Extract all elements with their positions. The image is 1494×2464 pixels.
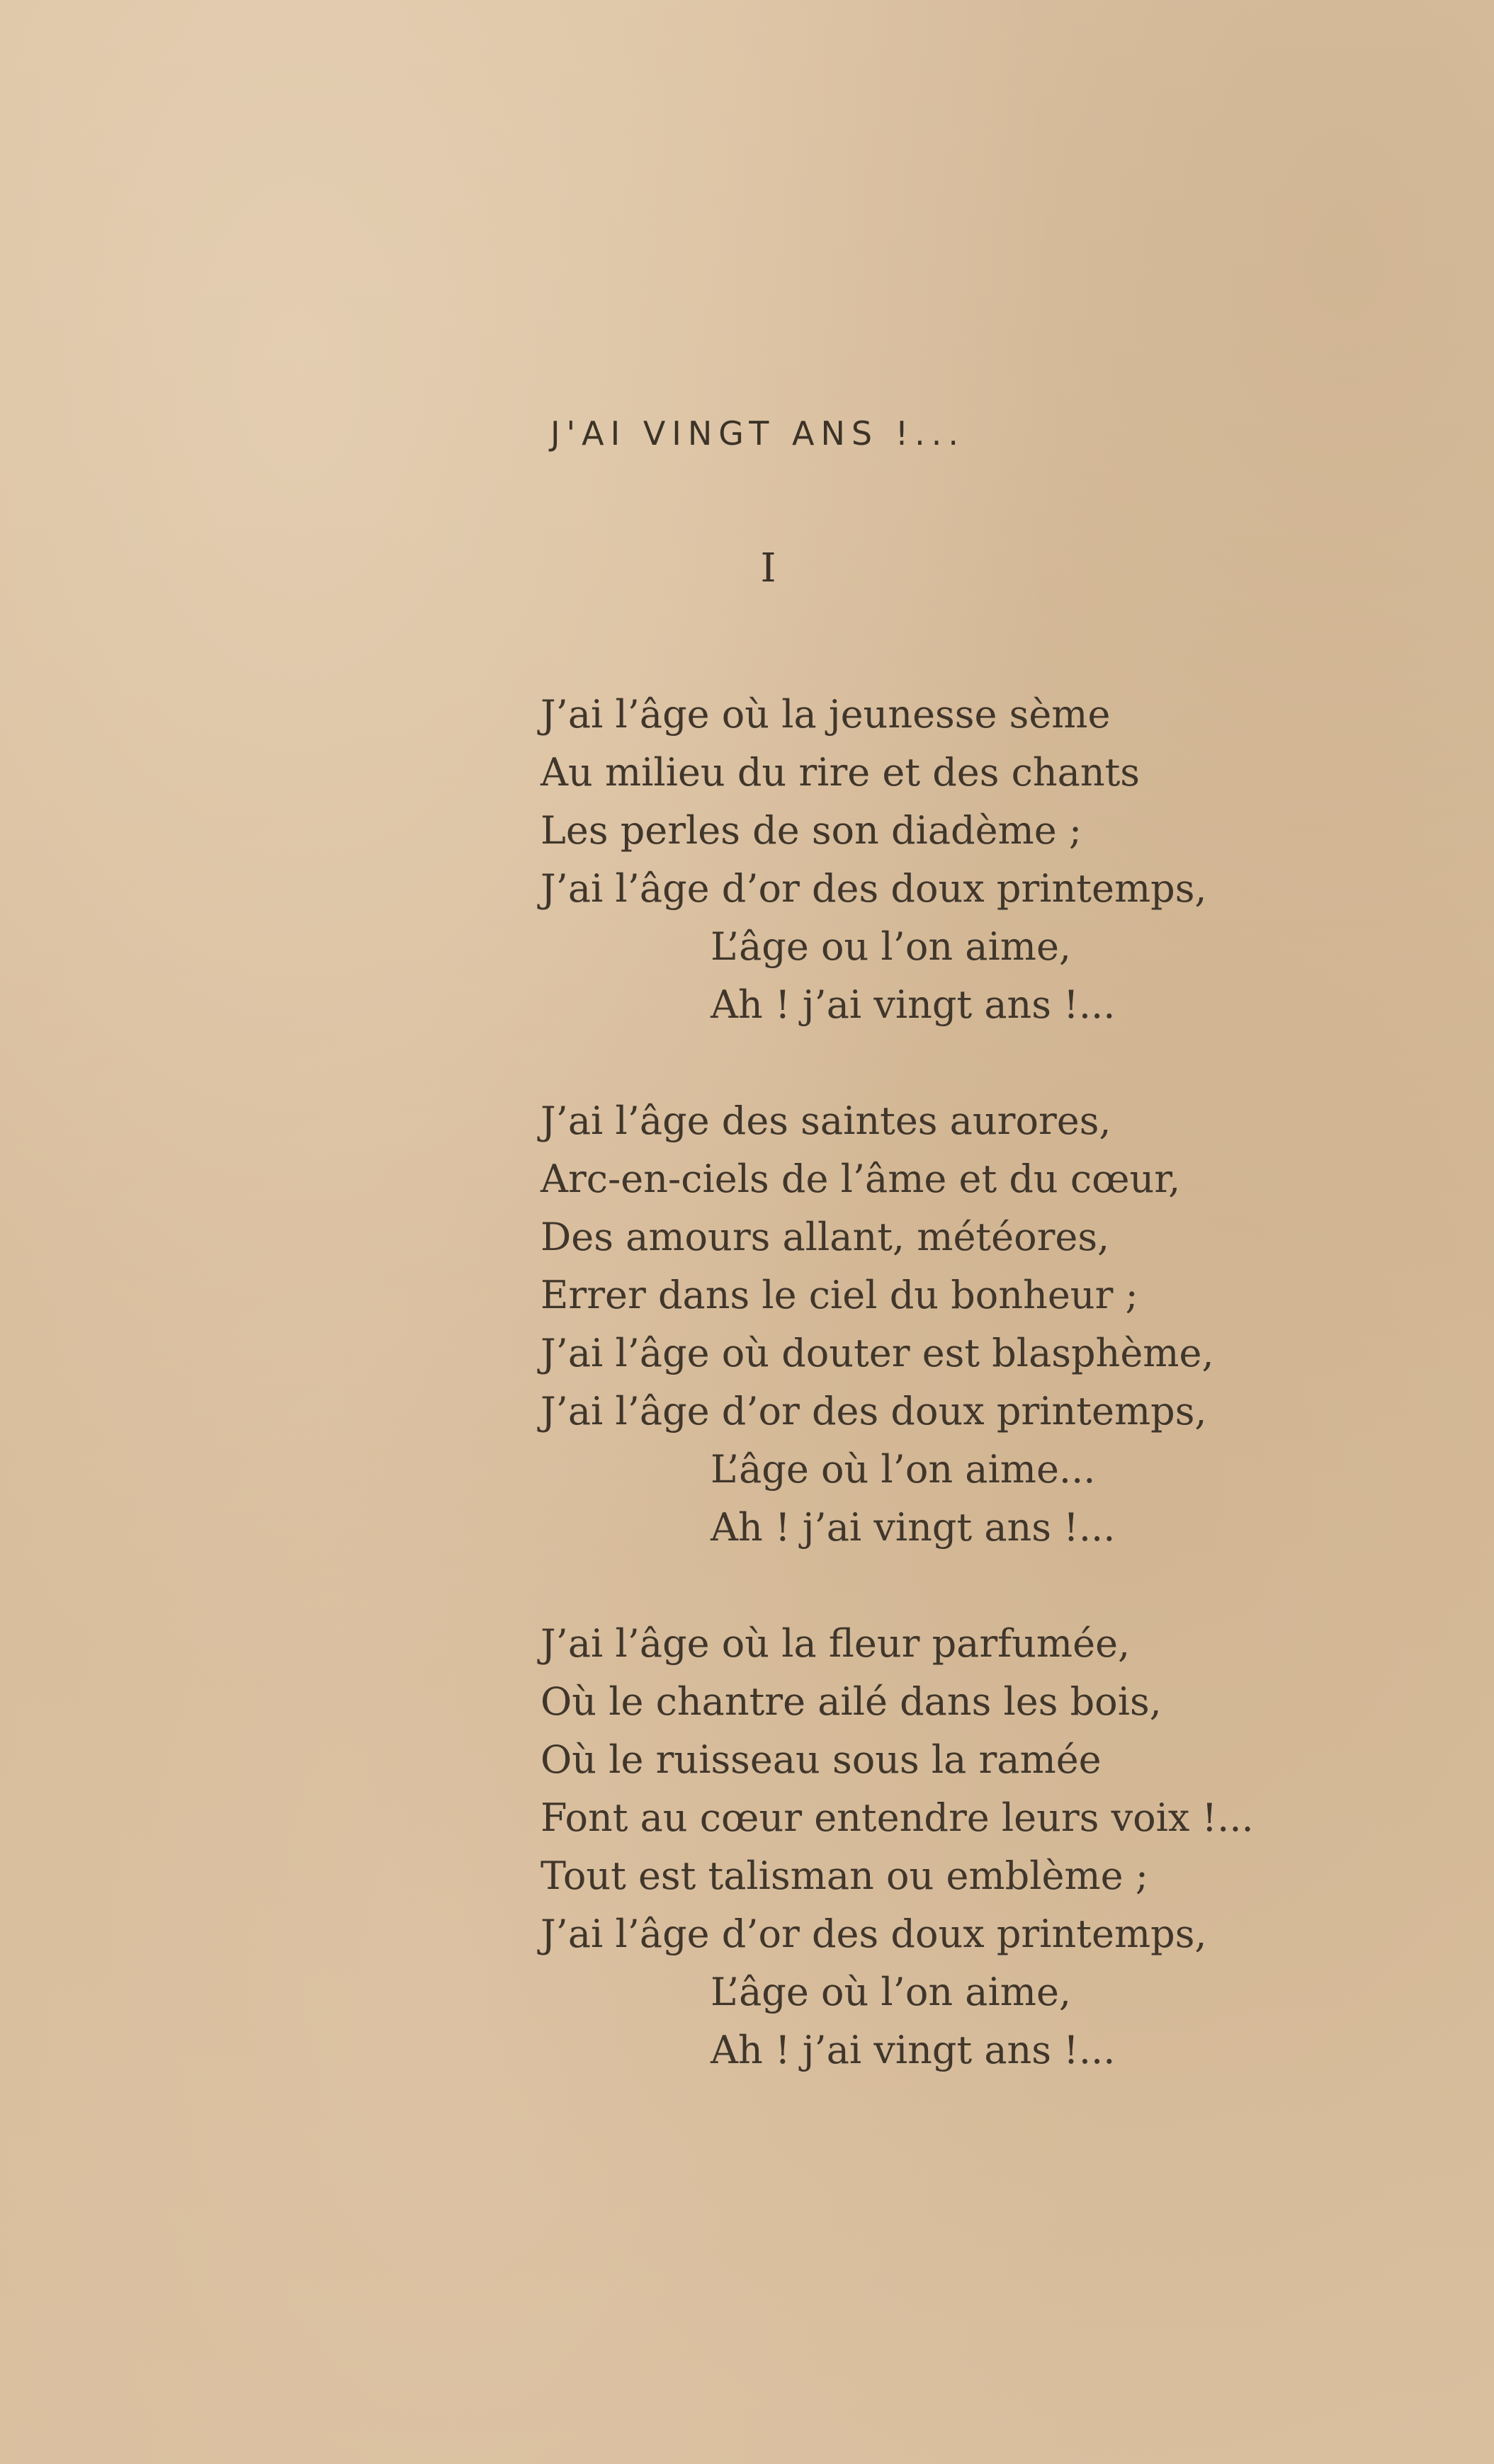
poem-body (541, 686, 1461, 2079)
poem-line: J’ai l’âge où la fleur parfumée, (541, 1621, 1131, 1666)
poem-line: L’âge où l’on aime, (711, 1970, 1072, 2014)
section-number: I (760, 545, 776, 591)
poem-line: Tout est talisman ou emblème ; (541, 1853, 1148, 1898)
poem-line: Des amours allant, météores, (541, 1215, 1110, 1259)
poem-line: J’ai l’âge d’or des doux printemps, (541, 866, 1207, 911)
poem-line: J’ai l’âge où douter est blasphème, (541, 1331, 1214, 1375)
poem-line: L’âge ou l’on aime, (711, 924, 1072, 969)
poem-title: J'AI VINGT ANS !... (550, 414, 966, 453)
poem-line: Font au cœur entendre leurs voix !... (541, 1795, 1254, 1840)
poem-line: J’ai l’âge d’or des doux printemps, (541, 1912, 1207, 1956)
poem-line: Ah ! j’ai vingt ans !... (711, 982, 1116, 1027)
stanza-1 (541, 686, 1461, 1034)
poem-line: J’ai l’âge d’or des doux printemps, (541, 1389, 1207, 1433)
poem-line: Errer dans le ciel du bonheur ; (541, 1273, 1138, 1317)
poem-line: J’ai l’âge des saintes aurores, (541, 1098, 1111, 1143)
poem-line: Les perles de son diadème ; (541, 808, 1082, 853)
poem-line: Au milieu du rire et des chants (541, 750, 1141, 795)
poem-line: Arc-en-ciels de l’âme et du cœur, (541, 1157, 1181, 1201)
poem-line: J’ai l’âge où la jeunesse sème (541, 692, 1111, 737)
poem-line: Où le ruisseau sous la ramée (541, 1737, 1102, 1782)
poem-line: Ah ! j’ai vingt ans !... (711, 2028, 1116, 2072)
poem-line: Ah ! j’ai vingt ans !... (711, 1505, 1116, 1550)
stanza-3 (541, 1615, 1461, 2079)
poem-line: Où le chantre ailé dans les bois, (541, 1679, 1162, 1724)
stanza-2 (541, 1092, 1461, 1557)
poem-line: L’âge où l’on aime... (711, 1447, 1096, 1492)
